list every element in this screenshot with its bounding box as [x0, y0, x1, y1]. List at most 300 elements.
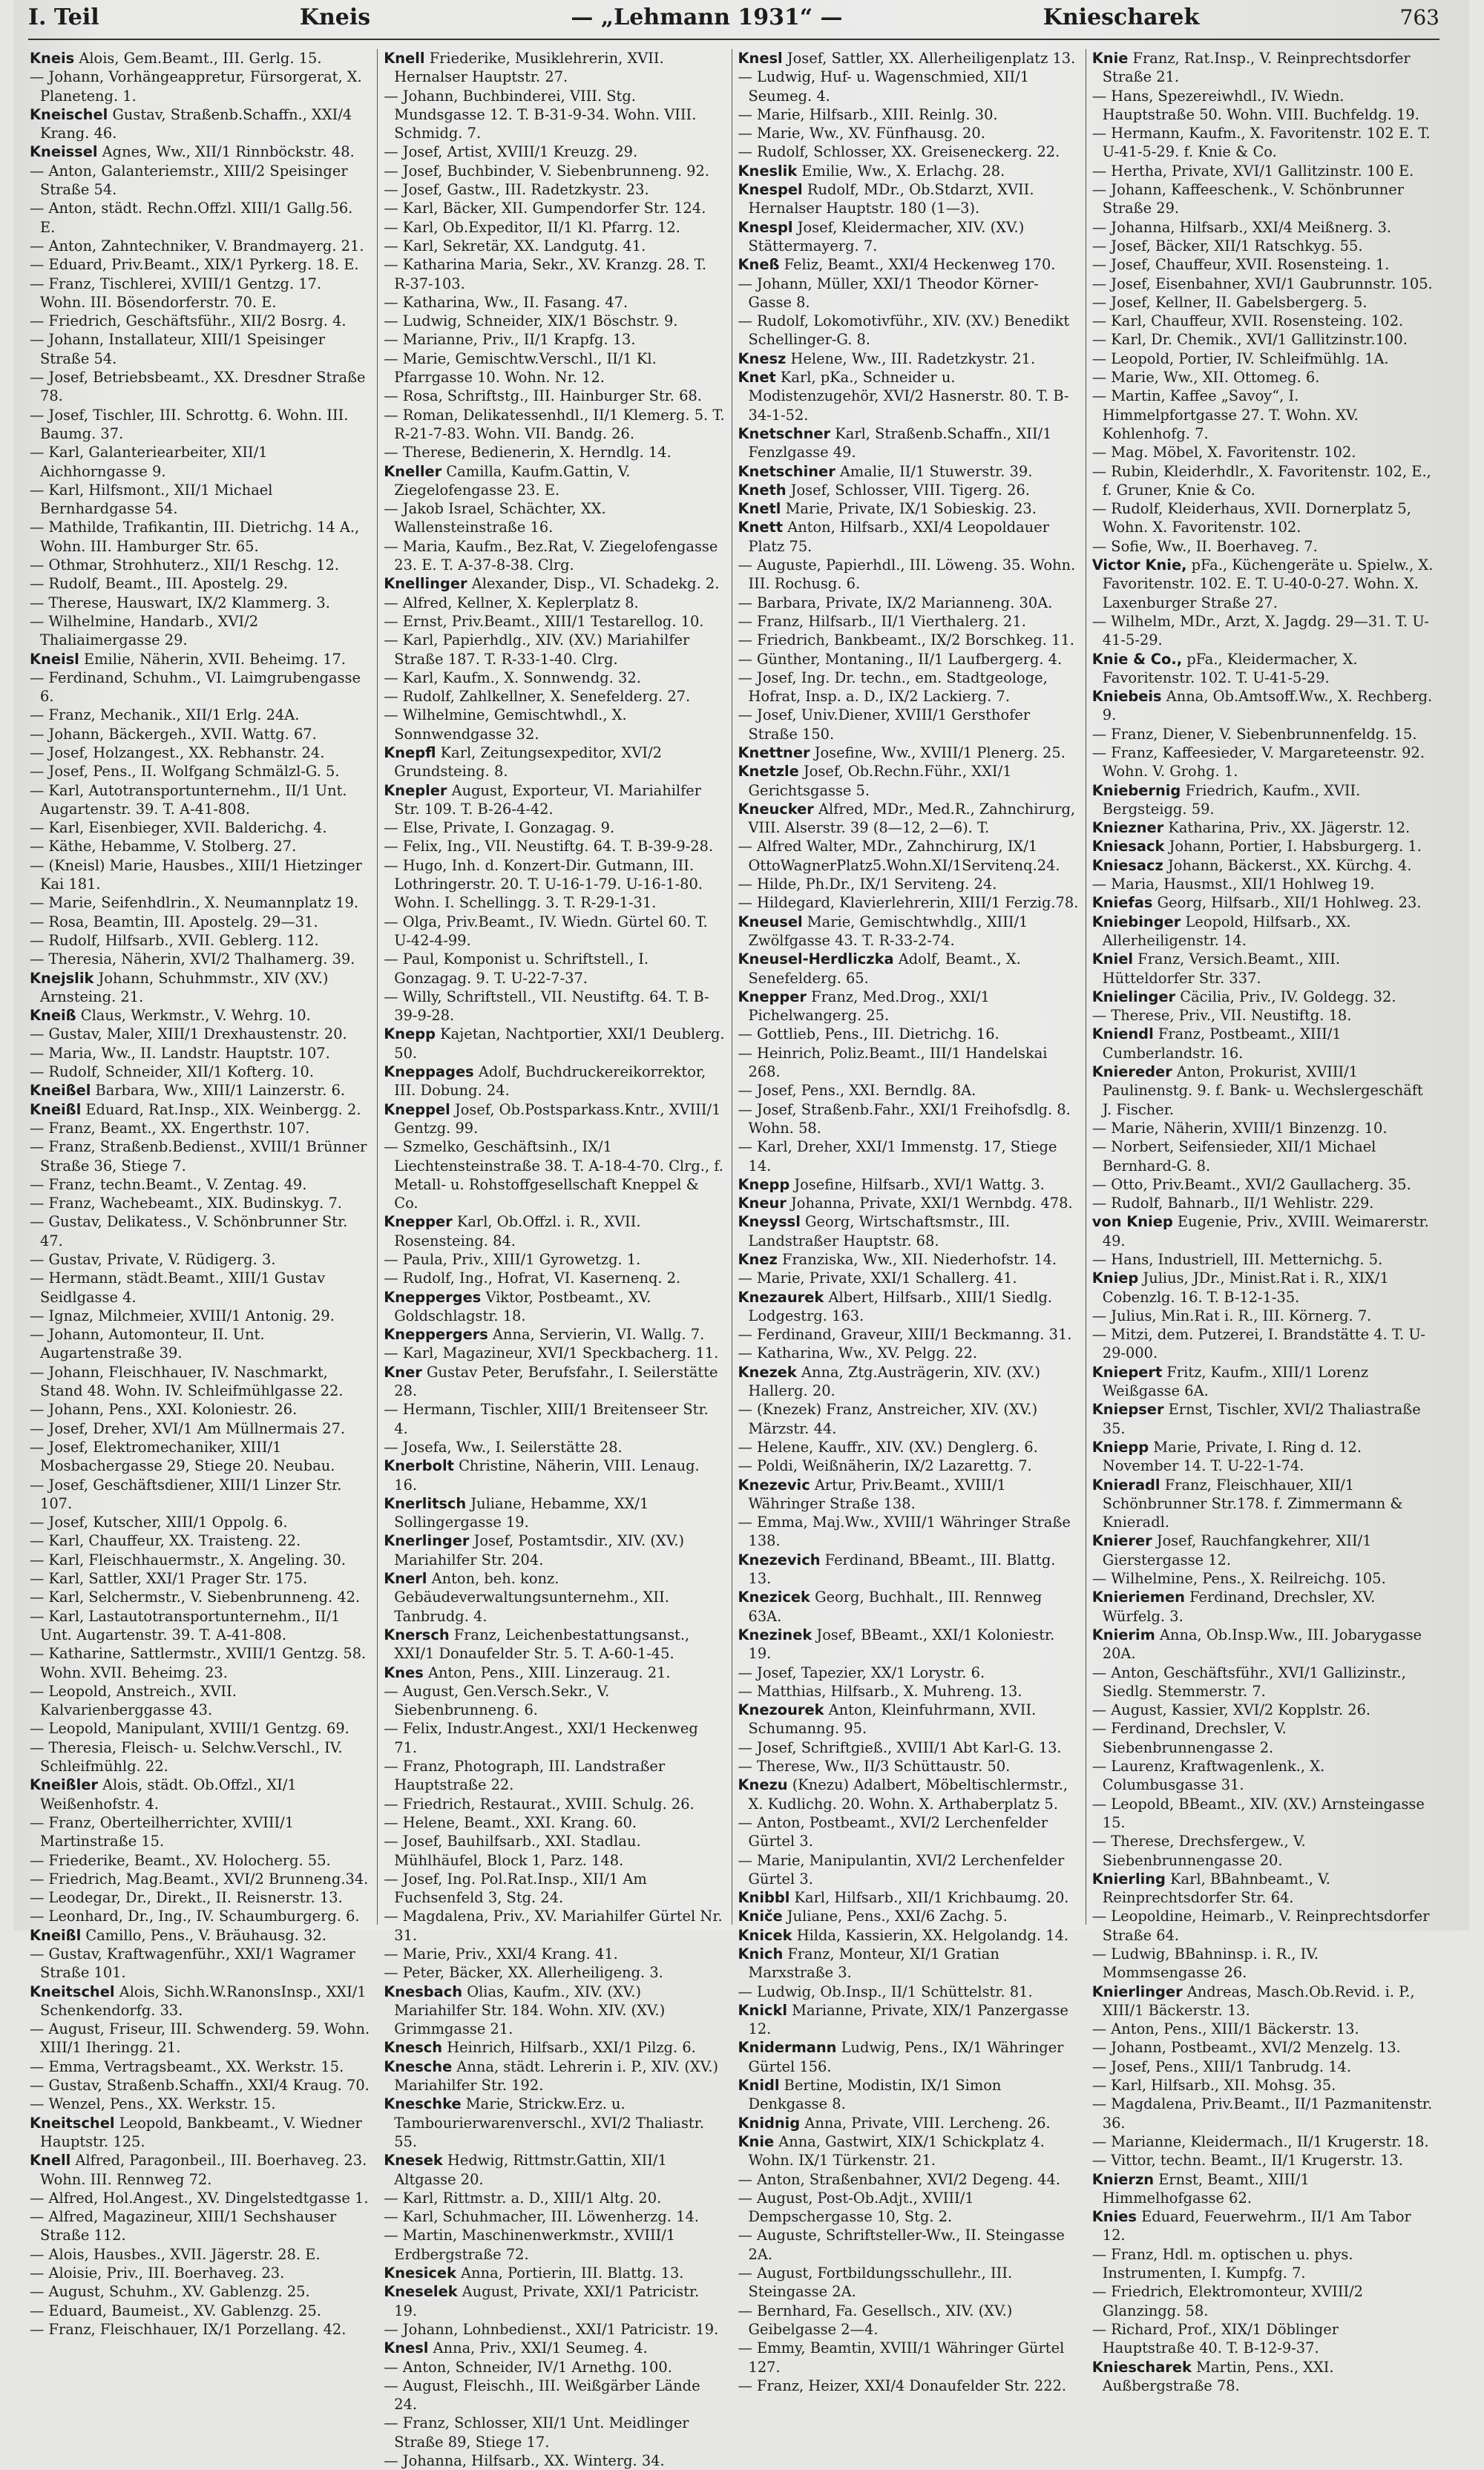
entry-text: — Gustav, Delikatess., V. Schönbrunner Str. 47. [30, 1213, 348, 1249]
entry-text: — Franz, Wachebeamt., XIX. Budinskyg. 7. [30, 1195, 342, 1212]
entry-text: Johann, Portier, I. Habsburgerg. 1. [1164, 838, 1422, 855]
directory-entry [738, 706, 1080, 743]
entry-text: — Gustav, Kraftwagenführ., XXI/1 Wagramer Straße 101. [30, 1945, 355, 1982]
entry-text: Albert, Hilfsarb., XIII/1 Siedlg. Lodgestrg. 163. [748, 1288, 1053, 1324]
entry-text: — Josef, Artist, XVIII/1 Kreuzg. 29. [384, 143, 638, 161]
entry-text: — Franz, Heizer, XXI/4 Donaufelder Str. 222. [738, 2377, 1067, 2394]
directory-entry [738, 275, 1080, 312]
entry-surname: Knerlinger [384, 1532, 470, 1550]
directory-entry [1092, 2151, 1434, 2170]
entry-surname: Kneslik [738, 162, 798, 180]
directory-entry [30, 1476, 371, 1514]
entry-text: — August, Friseur, III. Schwenderg. 59. Wohn. XIII/1 Iheringg. 21. [30, 2020, 370, 2057]
entry-surname: Kneitschel [30, 1983, 115, 2000]
directory-entry [30, 1907, 371, 1925]
directory-entry [30, 1682, 371, 1720]
entry-text: Julius, JDr., Minist.Rat i. R., XIX/1 Cobenzlg. 16. T. B-12-1-35. [1102, 1270, 1389, 1306]
entry-surname: Kniereder [1091, 1063, 1172, 1081]
entry-text: — Franz, Straßenb.Bedienst., XVIII/1 Brünner Straße 36, Stiege 7. [30, 1138, 367, 1175]
directory-entry [384, 1100, 725, 1138]
directory-entry [30, 1100, 371, 1119]
entry-text: — Therese, Hauswart, IX/2 Klammerg. 3. [30, 594, 330, 611]
entry-text: — Emma, Maj.Ww., XVIII/1 Währinger Straße 138. [738, 1514, 1071, 1550]
directory-entry [384, 1363, 725, 1401]
directory-entry [384, 1137, 725, 1212]
entry-text: — Franz, Oberteilherrichter, XVIII/1 Martinstraße 15. [30, 1813, 295, 1850]
directory-entry [738, 1288, 1080, 1326]
directory-entry [738, 1926, 1080, 1945]
directory-entry [1092, 349, 1434, 368]
entry-text: — Magdalena, Priv.Beamt., II/1 Pazmanitenstr. 36. [1091, 2095, 1433, 2132]
entry-text: Karl, BBahnbeamt., V. Reinprechtsdorfer Str. 64. [1102, 1870, 1330, 1907]
entry-text: — Josefa, Ww., I. Seilerstätte 28. [384, 1438, 623, 1456]
entry-text: — Hermann, Tischler, XIII/1 Breitenseer Str. 4. [384, 1401, 709, 1437]
entry-text: — Rudolf, Bahnarb., II/1 Wehlistr. 229. [1091, 1195, 1374, 1212]
entry-text: — Franz, techn.Beamt., V. Zentag. 49. [30, 1175, 307, 1193]
entry-text: — August, Post-Ob.Adjt., XVIII/1 Dempschergasse 10, Stg. 2. [738, 2189, 974, 2226]
directory-entry [1092, 180, 1434, 218]
directory-entry [1092, 2358, 1434, 2396]
directory-entry [738, 1588, 1080, 1626]
entry-surname: Knierer [1091, 1532, 1152, 1550]
directory-entry [1092, 1175, 1434, 1194]
entry-text: — Hertha, Private, XVI/1 Gallitzinstr. 100 E. [1091, 162, 1414, 180]
directory-entry [384, 2414, 725, 2451]
directory-entry [1092, 1269, 1434, 1307]
entry-text: Anna, Gastwirt, XIX/1 Schickplatz 4. Wohn. IX/1 Türkenstr. 21. [748, 2132, 1045, 2170]
directory-entry [30, 1870, 371, 1888]
entry-surname: Knidnig [738, 2114, 801, 2132]
entry-text: — Gustav, Straßenb.Schaffn., XXI/4 Kraug. 70. [30, 2077, 370, 2095]
directory-entry [738, 2377, 1080, 2395]
directory-entry [1092, 856, 1434, 875]
entry-text: — Josef, Tischler, III. Schrottg. 6. Wohn. III. Baumg. 37. [30, 406, 349, 442]
directory-entry [1092, 1719, 1434, 1757]
entry-text: — Anton, Galanteriemstr., XIII/2 Speisinger Straße 54. [30, 162, 348, 199]
entry-text: Ernst, Beamt., XIII/1 Himmelhofgasse 62. [1102, 2170, 1310, 2207]
entry-surname: Knidermann [738, 2039, 837, 2057]
entry-text: — Richard, Prof., XIX/1 Döblinger Hauptstraße 40. T. B-12-9-37. [1091, 2320, 1339, 2357]
directory-entry [30, 368, 371, 406]
entry-text: — Anton, Zahntechniker, V. Brandmayerg. 21. [30, 237, 364, 254]
directory-entry [384, 2226, 725, 2264]
entry-surname: Kneppergers [384, 1326, 488, 1344]
entry-text: Eugenie, Priv., XVIII. Weimarerstr. 49. [1102, 1213, 1429, 1249]
entry-text: — Wilhelmine, Handarb., XVI/2 Thaliaimergasse 29. [30, 612, 259, 649]
entry-text: — Katharina, Ww., II. Fasang. 47. [384, 293, 628, 311]
directory-entry [738, 162, 1080, 180]
directory-entry [30, 1569, 371, 1588]
entry-text: — Barbara, Private, IX/2 Marianneng. 30A. [738, 594, 1053, 611]
entry-text: — August, Fortbildungsschullehr., III. Steingasse 2A. [738, 2264, 1013, 2301]
entry-text: Martin, Pens., XXI. Außbergstraße 78. [1102, 2358, 1334, 2394]
directory-entry [1092, 2170, 1434, 2208]
entry-surname: Kniefas [1091, 894, 1153, 912]
entry-text: — Friedrich, Restaurat., XVIII. Schulg. 26. [384, 1795, 695, 1813]
entry-surname: Kniebeis [1091, 688, 1162, 706]
directory-entry [384, 2377, 725, 2414]
entry-text: Ferdinand, Drechsler, XV. Würfelg. 3. [1102, 1589, 1376, 1625]
entry-text: — Jakob Israel, Schächter, XX. Wallensteinstraße 16. [384, 500, 606, 536]
directory-entry [30, 574, 371, 593]
directory-entry [1092, 1325, 1434, 1363]
column-1 [24, 49, 378, 2338]
entry-text: Anton, Kleinfuhrmann, XVII. Schumanng. 95. [748, 1701, 1037, 1738]
directory-entry [30, 105, 371, 143]
entry-text: — Norbert, Seifensieder, XII/1 Michael Bernhard-G. 8. [1091, 1138, 1376, 1175]
entry-surname: Kniescharek [1091, 2358, 1192, 2376]
directory-entry [738, 1438, 1080, 1456]
directory-entry [384, 387, 725, 405]
entry-text: — Josef, Bauhilfsarb., XXI. Stadlau. Mühlhäufel, Block 1, Parz. 148. [384, 1833, 641, 1869]
directory-entry [1092, 330, 1434, 349]
directory-entry [738, 1945, 1080, 1983]
entry-surname: Kneselek [384, 2283, 458, 2301]
entry-text: — Leopold, BBeamt., XIV. (XV.) Arnsteingasse 15. [1091, 1795, 1425, 1831]
directory-entry [384, 950, 725, 988]
first-entry-word: Kneis [299, 4, 371, 30]
entry-text: — Auguste, Papierhdl., III. Löweng. 35. Wohn. III. Rochusg. 6. [738, 556, 1076, 593]
entry-text: — Wilhelmine, Pens., X. Reilreichg. 105. [1091, 1570, 1386, 1588]
directory-entry [30, 237, 371, 255]
entry-text: — Willy, Schriftstell., VII. Neustiftg. 64. T. B-39-9-28. [384, 988, 709, 1025]
directory-entry [30, 275, 371, 312]
entry-surname: Kniezner [1091, 819, 1164, 837]
directory-entry [30, 1719, 371, 1738]
directory-entry [30, 162, 371, 200]
directory-entry [30, 650, 371, 669]
entry-text: — Otto, Priv.Beamt., XVI/2 Gaullacherg. 35. [1091, 1175, 1411, 1193]
entry-surname: Knibbl [738, 1889, 790, 1907]
entry-text: — Theresia, Näherin, XVI/2 Thalhamerg. 39. [30, 950, 355, 968]
entry-text: — Johann, Automonteur, II. Unt. Augartenstraße 39. [30, 1326, 265, 1362]
directory-entry [384, 1719, 725, 1757]
entry-text: — Leopold, Anstreich., XVII. Kalvarienberggasse 43. [30, 1682, 237, 1719]
directory-entry [30, 518, 371, 556]
directory-entry [384, 631, 725, 669]
directory-entry [384, 1212, 725, 1250]
directory-page [13, 0, 1469, 2469]
entry-text: — Franz, Fleischhauer, IX/1 Porzellang. 42. [30, 2320, 347, 2338]
directory-entry [738, 424, 1080, 462]
entry-text: — Anton, Straßenbahner, XVI/2 Degeng. 44. [738, 2170, 1061, 2188]
directory-entry [384, 537, 725, 575]
entry-text: — Friedrich, Elektromonteur, XVIII/2 Glanzingg. 58. [1091, 2283, 1364, 2319]
entry-text: Johann, Bäckerst., XX. Kürchg. 4. [1163, 856, 1412, 874]
entry-text: — Johann, Installateur, XIII/1 Speisinger Straße 54. [30, 331, 325, 367]
directory-entry [30, 893, 371, 912]
directory-entry [1092, 2020, 1434, 2038]
directory-entry [738, 1363, 1080, 1401]
directory-entry [1092, 818, 1434, 837]
entry-text: — Leopold, Portier, IV. Schleifmühlg. 1A. [1091, 349, 1389, 367]
entry-text: Olias, Kaufm., XIV. (XV.) Mariahilfer Str. 184. Wohn. XIV. (XV.) Grimmgasse 21. [394, 1983, 666, 2038]
directory-entry [1092, 1795, 1434, 1833]
entry-text: — Anton, Schneider, IV/1 Arnethg. 100. [384, 2358, 672, 2376]
entry-text: — Marie, Ww., XII. Ottomeg. 6. [1091, 369, 1320, 387]
directory-entry [30, 612, 371, 650]
entry-text: — Johanna, Hilfsarb., XXI/4 Meißnerg. 3. [1091, 218, 1392, 236]
entry-text: Alois, städt. Ob.Offzl., XI/1 Weißenhofstr. 4. [40, 1776, 297, 1813]
entry-text: — Josef, Ing. Pol.Rat.Insp., XII/1 Am Fuchsenfeld 3, Stg. 24. [384, 1870, 647, 1907]
directory-entry [30, 312, 371, 330]
entry-surname: Knezek [738, 1363, 797, 1381]
entry-text: — Karl, Hilfsarb., XII. Mohsg. 35. [1091, 2077, 1336, 2095]
directory-entry [384, 1250, 725, 1269]
directory-entry [1092, 2320, 1434, 2358]
section-label: I. Teil [28, 4, 99, 30]
directory-entry [738, 368, 1080, 424]
entry-text: — Mitzi, dem. Putzerei, I. Brandstätte 4. T. U-29-000. [1091, 1326, 1425, 1362]
directory-entry [1092, 49, 1434, 87]
directory-entry [738, 1044, 1080, 1082]
entry-text: Marie, Strickw.Erz. u. Tambourierwarenverschl., XVI/2 Thaliastr. 55. [394, 2095, 704, 2150]
directory-entry [384, 594, 725, 612]
directory-entry [738, 1888, 1080, 1907]
entry-text: Anna, Ob.Insp.Ww., III. Jobarygasse 20A. [1102, 1626, 1422, 1663]
entry-surname: Kneißl [30, 1926, 82, 1944]
entry-text: Eduard, Feuerwehrm., II/1 Am Tabor 12. [1102, 2208, 1411, 2244]
entry-text: Anna, Ob.Amtsoff.Ww., X. Rechberg. 9. [1102, 688, 1433, 724]
entry-surname: Knepfl [384, 743, 436, 761]
entry-text: Josef, Kleidermacher, XIV. (XV.) Stättermayerg. 7. [748, 218, 1025, 254]
entry-text: Josefine, Ww., XVIII/1 Plenerg. 25. [810, 743, 1066, 761]
entry-surname: Knezaurek [738, 1288, 824, 1306]
entry-text: — Katharine, Sattlermstr., XVIII/1 Gentzg. 58. Wohn. XVII. Beheimg. 23. [30, 1645, 367, 1681]
directory-entry [30, 2076, 371, 2095]
directory-entry [1092, 2282, 1434, 2320]
directory-entry [384, 913, 725, 950]
column-2 [378, 49, 732, 2469]
directory-entry [384, 2151, 725, 2189]
directory-entry [384, 1025, 725, 1062]
entry-text: — Marianne, Kleidermach., II/1 Krugerstr. 18. [1091, 2132, 1429, 2150]
entry-text: — Karl, Rittmstr. a. D., XIII/1 Altg. 20. [384, 2189, 662, 2207]
directory-entry [738, 1476, 1080, 1514]
directory-entry [30, 1513, 371, 1531]
directory-entry [30, 950, 371, 968]
entry-surname: Knesl [384, 2339, 429, 2357]
entry-text: Fritz, Kaufm., XIII/1 Lorenz Weißgasse 6A. [1102, 1363, 1369, 1400]
directory-entry [384, 499, 725, 537]
entry-text: — Rosa, Schriftstg., III. Hainburger Str. 68. [384, 387, 702, 405]
directory-entry [30, 2114, 371, 2152]
entry-text: Franz, Postbeamt., XIII/1 Cumberlandstr. 16. [1102, 1025, 1342, 1062]
directory-entry [384, 330, 725, 349]
entry-text: — Johann, Vorhängeappretur, Fürsorgerat, X. Planeteng. 1. [30, 68, 362, 105]
entry-text: — Emma, Vertragsbeamt., XX. Werkstr. 15. [30, 2057, 344, 2075]
directory-entry [738, 1813, 1080, 1851]
directory-entry [30, 1250, 371, 1269]
entry-text: — Paula, Priv., XIII/1 Gyrowetzg. 1. [384, 1251, 641, 1268]
entry-text: — Rudolf, Schneider, XII/1 Kofterg. 10. [30, 1063, 314, 1081]
entry-text: — Maria, Kaufm., Bez.Rat, V. Ziegelofengasse 23. E. T. A-37-8-38. Clrg. [384, 537, 718, 574]
directory-entry [384, 2057, 725, 2095]
entry-surname: Knell [30, 2152, 71, 2170]
directory-entry [738, 1738, 1080, 1757]
entry-surname: Knielinger [1091, 988, 1176, 1005]
directory-entry [738, 1626, 1080, 1663]
entry-text: Karl, Straßenb.Schaffn., XII/1 Fenzlgasse 49. [748, 424, 1052, 462]
entry-surname: Knierim [1091, 1626, 1155, 1643]
directory-entry [1092, 1832, 1434, 1870]
entry-text: — Rosa, Beamtin, III. Apostelg. 29—31. [30, 913, 318, 930]
entry-text: — Maria, Ww., II. Landstr. Hauptstr. 107. [30, 1044, 330, 1062]
entry-text: — Magdalena, Priv., XV. Mariahilfer Gürtel Nr. 31. [384, 1908, 723, 1944]
directory-entry [738, 2302, 1080, 2339]
directory-entry [30, 913, 371, 931]
entry-text: — Johann, Pens., XXI. Koloniestr. 26. [30, 1401, 298, 1419]
entry-text: August, Exporteur, VI. Mariahilfer Str. 109. T. B-26-4-42. [394, 781, 702, 818]
entry-surname: Knetzle [738, 763, 799, 781]
directory-entry [1092, 1250, 1434, 1269]
entry-text: — Karl, Selchermstr., V. Siebenbrunneng. 42. [30, 1589, 361, 1606]
entry-text: — Ludwig, Huf- u. Wagenschmied, XII/1 Seumeg. 4. [738, 68, 1030, 105]
entry-surname: Kniesack [1091, 838, 1165, 855]
entry-text: Karl, Ob.Offzl. i. R., XVII. Rosensteing. 84. [394, 1213, 641, 1249]
entry-text: — Johann, Buchbinderei, VIII. Stg. Mundsgasse 12. T. B-31-9-34. Wohn. VIII. Schmidg. 7. [384, 87, 697, 142]
entry-text: — Johann, Kaffeeschenk., V. Schönbrunner Straße 29. [1091, 181, 1405, 217]
entry-text: — Helene, Beamt., XXI. Krang. 60. [384, 1813, 637, 1831]
directory-entry [384, 781, 725, 819]
entry-surname: Kneissel [30, 143, 98, 161]
directory-entry [738, 105, 1080, 124]
entry-text: Leopold, Hilfsarb., XX. Allerheiligenstr. 14. [1102, 913, 1351, 949]
directory-entry [738, 1456, 1080, 1475]
entry-text: Karl, pKa., Schneider u. Modistenzugehör, XVI/2 Hasnerstr. 80. T. B-34-1-52. [748, 369, 1069, 424]
entry-text: Georg, Buchhalt., III. Rennweg 63A. [748, 1589, 1043, 1625]
directory-entry [1092, 743, 1434, 781]
directory-entry [384, 443, 725, 462]
entry-text: — Anton, städt. Rechn.Offzl. XIII/1 Gallg.56. E. [30, 200, 353, 236]
entry-text: — Marie, Private, XXI/1 Schallerg. 41. [738, 1270, 1017, 1287]
entry-text: — Anton, Postbeamt., XVI/2 Lerchenfelder Gürtel 3. [738, 1813, 1048, 1850]
directory-entry [384, 349, 725, 387]
entry-surname: Kneß [738, 256, 780, 274]
directory-entry [738, 1194, 1080, 1212]
directory-entry [1092, 781, 1434, 819]
entry-text: — Ludwig, Schneider, XIX/1 Böschstr. 9. [384, 312, 678, 330]
directory-entry [738, 1175, 1080, 1194]
directory-entry [1092, 875, 1434, 893]
entry-surname: Kneißel [30, 1082, 91, 1100]
entry-text: — Hermann, städt.Beamt., XIII/1 Gustav Seidlgasse 4. [30, 1270, 326, 1306]
directory-entry [30, 2151, 371, 2189]
entry-surname: Knet [738, 369, 776, 387]
entry-surname: Knieradl [1091, 1476, 1160, 1494]
directory-entry [738, 669, 1080, 706]
entry-text: — Franz, Hdl. m. optischen u. phys. Instrumenten, I. Kumpfg. 7. [1091, 2245, 1353, 2282]
directory-entry [1092, 1119, 1434, 1137]
entry-text: — Karl, Kaufm., X. Sonnwendg. 32. [384, 669, 641, 686]
entry-text: — Karl, Dr. Chemik., XVI/1 Gallitzinstr.100. [1091, 331, 1408, 349]
entry-text: — Anton, Pens., XIII/1 Bäckerstr. 13. [1091, 2020, 1359, 2038]
directory-entry [738, 2264, 1080, 2302]
directory-entry [738, 499, 1080, 518]
entry-text: Eduard, Rat.Insp., XIX. Weinbergg. 2. [81, 1100, 361, 1118]
directory-entry [384, 2358, 725, 2377]
entry-surname: Kneißler [30, 1776, 98, 1794]
directory-entry [1092, 1531, 1434, 1569]
entry-text: Georg, Hilfsarb., XII/1 Hohlweg. 23. [1152, 894, 1422, 912]
entry-text: Franz, Rat.Insp., V. Reinprechtsdorfer Straße 21. [1102, 50, 1411, 86]
directory-entry [1092, 443, 1434, 462]
entry-text: Josef, Postamtsdir., XIV. (XV.) Mariahilfer Str. 204. [394, 1532, 685, 1569]
entry-surname: Knickl [738, 2001, 788, 2019]
entry-text: — Josef, Dreher, XVI/1 Am Müllnermais 27. [30, 1419, 346, 1437]
entry-surname: Knejslik [30, 969, 94, 987]
entry-text: — Johann, Bäckergeh., XVII. Wattg. 67. [30, 725, 317, 743]
entry-text: — Karl, Bäcker, XII. Gumpendorfer Str. 124. [384, 200, 706, 217]
entry-surname: Knerl [384, 1570, 427, 1588]
directory-entry [738, 1907, 1080, 1925]
entry-surname: Knezevic [738, 1476, 810, 1494]
entry-text: — Josef, Kellner, II. Gabelsbergerg. 5. [1091, 293, 1368, 311]
entry-text: — Else, Private, I. Gonzagag. 9. [384, 819, 615, 837]
entry-text: Marie, Gemischtwhdlg., XIII/1 Zwölfgasse 43. T. R-33-2-74. [748, 913, 1028, 949]
directory-entry [1092, 1476, 1434, 1532]
entry-text: — Marie, Seifenhdlrin., X. Neumannplatz 19. [30, 894, 359, 912]
directory-entry [30, 68, 371, 105]
entry-text: Adolf, Beamt., X. Senefelderg. 65. [748, 950, 1021, 987]
entry-text: — Ludwig, BBahninsp. i. R., IV. Mommsengasse 26. [1091, 1945, 1319, 1982]
entry-text: — Alfred, Hol.Angest., XV. Dingelstedtgasse 1. [30, 2189, 369, 2207]
directory-entry [1092, 950, 1434, 988]
entry-text: Claus, Werkmstr., V. Wehrg. 10. [76, 1007, 311, 1025]
entry-text: — Marie, Näherin, XVIII/1 Binzenzg. 10. [1091, 1119, 1388, 1137]
directory-entry [384, 406, 725, 444]
entry-text: — (Kneisl) Marie, Hausbes., XIII/1 Hietzinger Kai 181. [30, 856, 362, 893]
entry-text: — Alfred, Magazineur, XIII/1 Sechshauser Straße 112. [30, 2208, 337, 2244]
entry-text: — Franz, Tischlerei, XVIII/1 Gentzg. 17. Wohn. III. Bösendorferstr. 70. E. [30, 275, 322, 311]
entry-text: Anton, Pens., XIII. Linzeraug. 21. [423, 1663, 671, 1681]
entry-text: — Anton, Geschäftsführ., XVI/1 Gallizinstr., Siedlg. Stemmerstr. 7. [1091, 1663, 1406, 1700]
directory-entry [738, 180, 1080, 218]
directory-entry [384, 1456, 725, 1494]
directory-entry [1092, 1757, 1434, 1795]
directory-entry [1092, 255, 1434, 274]
directory-entry [384, 462, 725, 500]
entry-text: — Laurenz, Kraftwagenlenk., X. Columbusgasse 31. [1091, 1758, 1325, 1794]
directory-entry [738, 312, 1080, 349]
entry-text: Camillo, Pens., V. Bräuhausg. 32. [81, 1926, 326, 1944]
directory-entry [1092, 387, 1434, 443]
entry-text: Georg, Wirtschaftsmstr., III. Landstraßer Hauptstr. 68. [748, 1213, 1011, 1249]
directory-entry [738, 124, 1080, 142]
entry-text: — Peter, Bäcker, XX. Allerheiligeng. 3. [384, 1964, 663, 1982]
entry-surname: Knierzn [1091, 2170, 1155, 2188]
directory-entry [738, 1344, 1080, 1362]
entry-text: Johanna, Private, XXI/1 Wernbdg. 478. [786, 1195, 1073, 1212]
entry-text: Agnes, Ww., XII/1 Rinnböckstr. 48. [97, 143, 355, 161]
directory-entry [384, 218, 725, 237]
entry-text: Josef, Ob.Rechn.Führ., XXI/1 Gerichtsgasse 5. [748, 763, 1012, 799]
entry-text: — Ludwig, Ob.Insp., II/1 Schüttelstr. 81. [738, 1983, 1033, 2000]
entry-text: Helene, Ww., III. Radetzkystr. 21. [786, 349, 1036, 367]
entry-text: — Szmelko, Geschäftsinh., IX/1 Liechtensteinstraße 38. T. A-18-4-70. Clrg., f. Metall- u. Rohstoffgesellschaft Kneppel & Co. [384, 1138, 723, 1212]
entry-surname: Kneusel-Herdliczka [738, 950, 894, 968]
entry-surname: Knepper [738, 988, 807, 1005]
entry-text: — Hugo, Inh. d. Konzert-Dir. Gutmann, III. Lothringerstr. 20. T. U-16-1-79. U-16-1-80. Wohn. I. Schellingg. 3. T. R-29-1-31. [384, 856, 703, 912]
entry-text: — Karl, Galanteriearbeiter, XII/1 Aichhorngasse 9. [30, 444, 268, 480]
entry-text: — Karl, Hilfsmont., XII/1 Michael Bernhardgasse 54. [30, 481, 273, 518]
entry-text: Camilla, Kaufm.Gattin, V. Ziegelofengasse 23. E. [394, 462, 631, 499]
directory-entry [30, 2207, 371, 2245]
entry-surname: Kneller [384, 462, 442, 480]
entry-surname: Knespl [738, 218, 793, 236]
entry-text: Johann, Schuhmmstr., XIV (XV.) Arnsteing. 21. [40, 969, 329, 1005]
directory-entry [1092, 725, 1434, 743]
